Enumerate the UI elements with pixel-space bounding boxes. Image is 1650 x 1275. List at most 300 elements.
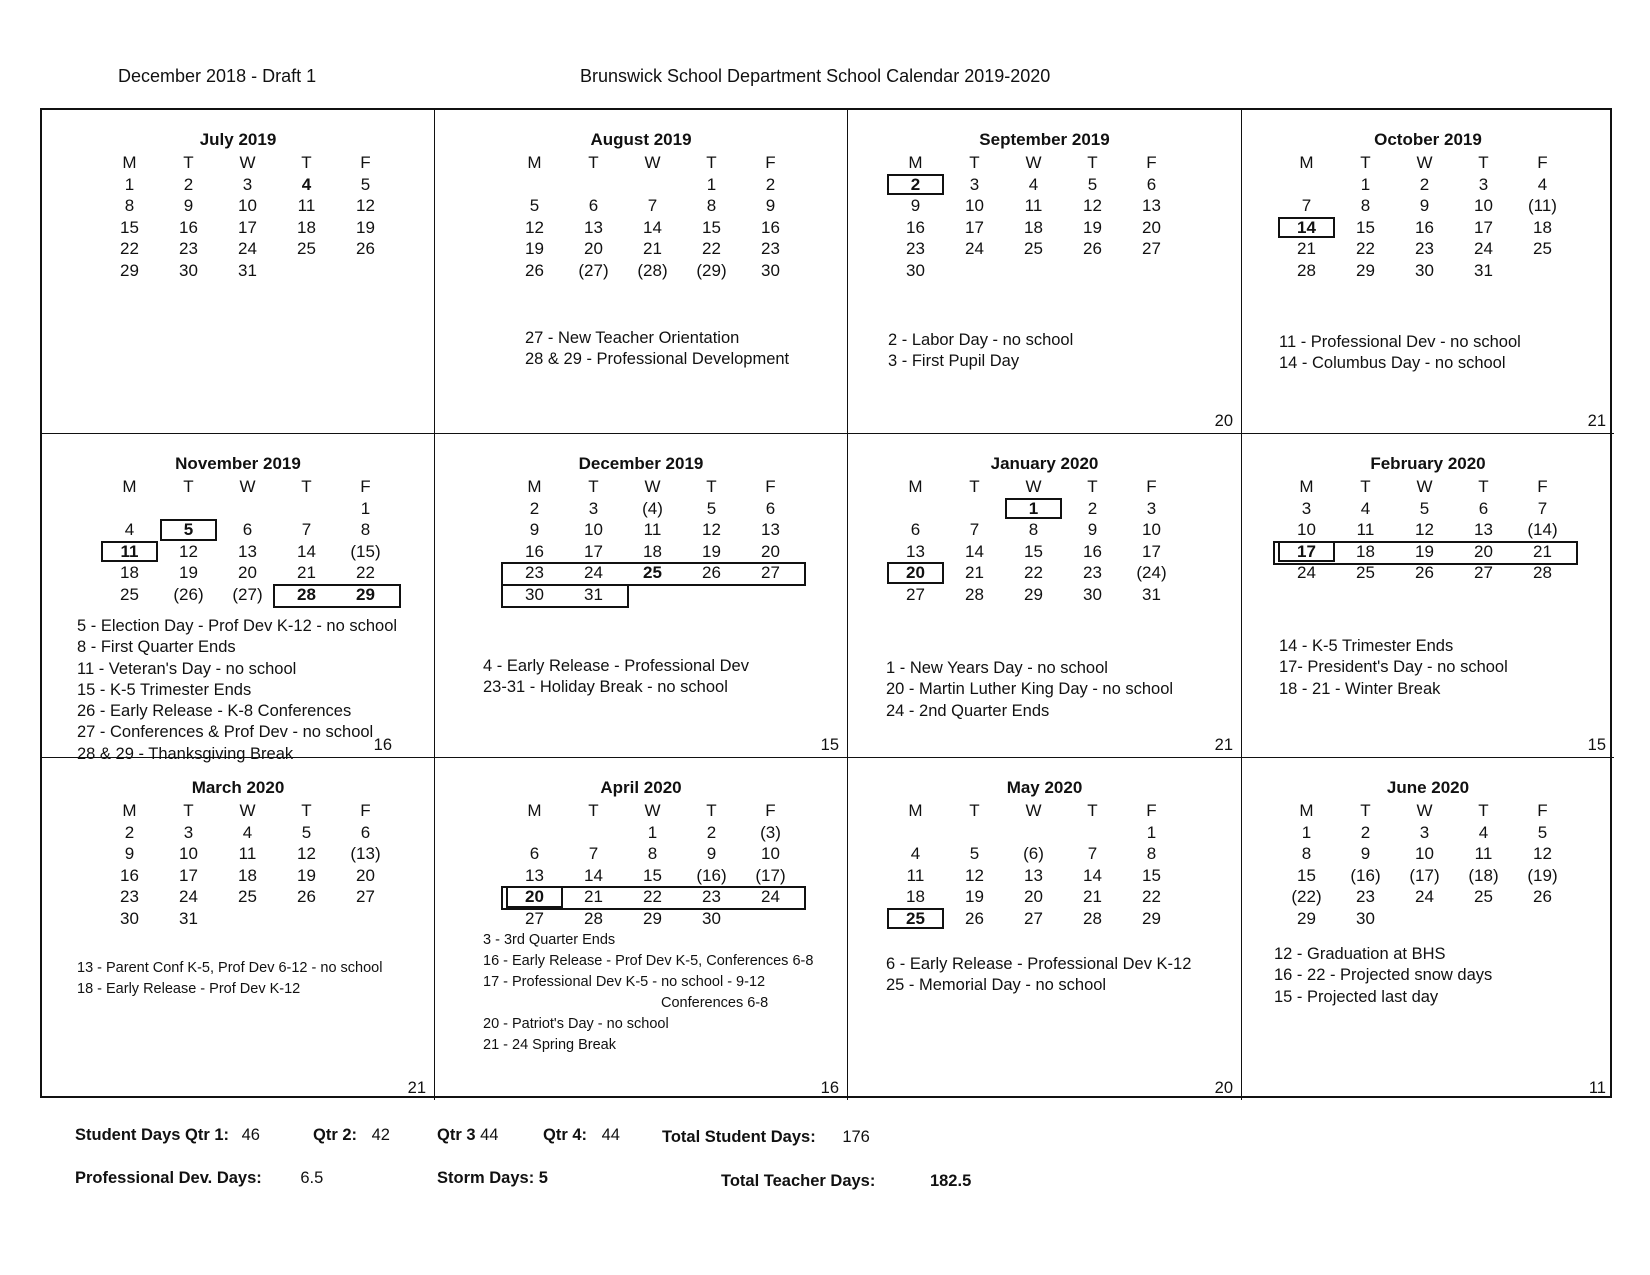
weekday-label: T	[183, 477, 194, 496]
week-row	[1277, 562, 1572, 584]
week-row	[1277, 886, 1572, 908]
day-cell: 29	[120, 260, 139, 280]
week-row	[505, 217, 800, 239]
page-title: Brunswick School Department School Calendar 2019-2020	[580, 66, 1051, 86]
week-row	[1277, 238, 1572, 260]
week-row	[100, 519, 395, 541]
day-cell	[1122, 260, 1181, 282]
day-cell: 4	[242, 822, 253, 842]
day-cell: 28	[1533, 563, 1552, 582]
note-line: 15 - Projected last day	[1274, 987, 1439, 1006]
day-cell: 9	[529, 520, 540, 539]
month-notes	[77, 616, 397, 765]
day-cell	[886, 498, 945, 520]
weekday-header	[100, 800, 395, 822]
day-cell: 31	[1474, 260, 1493, 280]
month-notes	[1279, 332, 1521, 375]
weekday-label: M	[527, 477, 542, 496]
weekday-header	[1277, 476, 1572, 498]
weekday-label: T	[969, 153, 980, 172]
day-cell: 15	[1142, 865, 1161, 885]
week-row	[886, 174, 1181, 196]
qtr3-value: 44	[480, 1126, 499, 1144]
day-cell: 19	[702, 541, 721, 561]
weekday-header	[100, 152, 395, 174]
note-line: 12 - Graduation at BHS	[1274, 945, 1446, 963]
note-line: 24 - 2nd Quarter Ends	[886, 701, 1050, 720]
day-cell: 23	[525, 563, 544, 582]
week-row	[886, 886, 1181, 908]
day-cell: 22	[1142, 887, 1161, 906]
day-cell: 10	[1297, 520, 1316, 539]
weekday-label: T	[1087, 153, 1098, 172]
day-cell: 24	[1415, 887, 1434, 906]
day-cell: 11	[906, 865, 925, 885]
day-cell: 18	[643, 541, 662, 561]
day-cell: 7	[588, 844, 599, 863]
day-cell: (15)	[350, 541, 381, 561]
day-cell: 12	[525, 217, 544, 237]
qtr2-value: 42	[371, 1126, 390, 1144]
weekday-label: T	[706, 153, 717, 172]
week-row	[505, 260, 800, 282]
day-cell: 22	[643, 887, 662, 906]
day-cell: 18	[1533, 217, 1552, 237]
day-cell: 16	[906, 217, 925, 237]
day-cell: 24	[965, 239, 984, 258]
day-cell	[505, 822, 564, 844]
day-cell: 18	[906, 887, 925, 906]
month-title: December 2019	[578, 454, 704, 473]
day-cell: 4	[124, 520, 135, 539]
day-cell: 11	[100, 541, 159, 563]
day-cell	[218, 908, 277, 930]
day-cell: 12	[297, 844, 316, 863]
total-teacher-days-label: Total Teacher Days:	[721, 1172, 876, 1190]
day-cell: 30	[1356, 908, 1375, 928]
day-cell: 23	[1415, 239, 1434, 258]
day-cell: 21	[297, 563, 316, 582]
day-cell: 6	[360, 822, 371, 842]
day-cell: 13	[238, 541, 257, 561]
month-title: November 2019	[175, 454, 301, 473]
day-cell: 9	[1360, 844, 1371, 863]
note-line: 11 - Veteran's Day - no school	[77, 659, 297, 678]
day-cell: 20	[505, 886, 564, 908]
day-cell: 10	[179, 844, 198, 863]
weekday-label: T	[1478, 153, 1489, 172]
weekday-label: W	[1416, 801, 1433, 820]
month-july-2019	[42, 110, 435, 434]
day-cell: 24	[584, 563, 603, 582]
month-notes	[886, 954, 1191, 997]
weekday-label: M	[908, 153, 923, 172]
day-cell: 5	[529, 196, 540, 215]
weekday-label: T	[1478, 477, 1489, 496]
day-cell: 24	[1297, 563, 1316, 582]
day-cell: 30	[1083, 584, 1102, 604]
day-cell: 2	[1419, 174, 1430, 194]
month-november-2019	[42, 434, 435, 763]
day-cell: 5	[159, 519, 218, 541]
month-september-2019	[848, 110, 1242, 434]
day-cell: 21	[1533, 541, 1552, 561]
day-cell: 9	[706, 844, 717, 863]
day-cell: 1	[124, 174, 135, 194]
week-row	[886, 238, 1181, 260]
student-day-count: 16	[373, 736, 392, 754]
weekday-label: F	[1146, 153, 1157, 172]
day-cell: 2	[886, 174, 945, 196]
weekday-label: F	[360, 801, 371, 820]
qtr4-label: Qtr 4:	[543, 1126, 588, 1144]
day-cell: 3	[1301, 498, 1312, 518]
day-cell: 22	[120, 239, 139, 258]
day-cell: 5	[706, 498, 717, 518]
day-cell: 26	[1533, 887, 1552, 906]
day-cell: 28	[965, 584, 984, 604]
weekday-label: T	[1087, 477, 1098, 496]
weekday-label: F	[1146, 477, 1157, 496]
day-cell: 10	[238, 196, 257, 215]
day-cell: 13	[1024, 865, 1043, 885]
prof-dev-days-value: 6.5	[300, 1169, 324, 1187]
day-cell: 14	[1277, 217, 1336, 239]
day-cell: 11	[1024, 196, 1043, 215]
day-cell: 31	[238, 260, 257, 280]
day-cell: 19	[297, 865, 316, 885]
month-days	[505, 800, 800, 929]
week-row	[886, 908, 1181, 930]
weekday-label: T	[706, 801, 717, 820]
day-cell: 20	[584, 239, 603, 258]
day-cell: 4	[1360, 498, 1371, 518]
student-day-count: 15	[820, 736, 839, 754]
week-row	[100, 865, 395, 887]
day-cell: 12	[965, 865, 984, 885]
day-cell	[741, 908, 800, 930]
day-cell: 23	[906, 239, 925, 258]
week-row	[100, 562, 395, 584]
note-line: 14 - K-5 Trimester Ends	[1279, 637, 1454, 655]
day-cell: 25	[1474, 887, 1493, 906]
weekday-label: T	[1478, 801, 1489, 820]
week-row	[100, 174, 395, 196]
month-days	[100, 476, 395, 605]
day-cell: 20	[761, 541, 780, 561]
weekday-label: W	[1416, 477, 1433, 496]
day-cell: 16	[179, 217, 198, 237]
day-cell: 11	[238, 844, 257, 863]
week-row	[1277, 498, 1572, 520]
week-row	[505, 908, 800, 930]
day-cell: (4)	[642, 498, 663, 518]
note-line: 23-31 - Holiday Break - no school	[483, 678, 728, 697]
week-row	[100, 822, 395, 844]
weekday-header	[886, 476, 1181, 498]
week-row	[1277, 541, 1572, 563]
qtr4-value: 44	[601, 1126, 620, 1144]
note-line: 8 - First Quarter Ends	[77, 638, 236, 657]
day-cell: 2	[183, 174, 194, 194]
weekday-label: M	[1299, 477, 1314, 496]
month-april-2020	[435, 758, 848, 1100]
day-cell: 10	[1142, 520, 1161, 539]
day-cell: 14	[297, 541, 316, 561]
week-row	[886, 865, 1181, 887]
day-cell: 27	[761, 563, 780, 582]
weekday-label: T	[588, 153, 599, 172]
day-cell: 24	[179, 887, 198, 906]
month-title: January 2020	[990, 454, 1099, 473]
day-cell: 5	[969, 844, 980, 863]
day-cell: 23	[702, 887, 721, 906]
day-cell: 6	[910, 520, 921, 539]
weekday-label: M	[122, 801, 137, 820]
prof-dev-days-label: Professional Dev. Days:	[75, 1169, 262, 1187]
weekday-label: W	[239, 801, 256, 820]
week-row	[505, 843, 800, 865]
week-row	[886, 498, 1181, 520]
student-day-count: 11	[1588, 1079, 1606, 1097]
month-notes	[888, 330, 1073, 373]
day-cell: 3	[242, 174, 253, 194]
day-cell: 17	[1474, 217, 1493, 237]
note-line: 3 - 3rd Quarter Ends	[483, 932, 616, 948]
day-cell: (19)	[1527, 865, 1558, 885]
day-cell: 10	[1474, 196, 1493, 215]
weekday-label: F	[1537, 801, 1548, 820]
day-cell: 1	[1146, 822, 1157, 842]
month-days	[1277, 476, 1572, 584]
day-cell: 5	[360, 174, 371, 194]
student-day-count: 21	[1587, 412, 1606, 430]
note-line: 1 - New Years Day - no school	[886, 659, 1108, 677]
week-row	[100, 217, 395, 239]
week-row	[1277, 174, 1572, 196]
weekday-label: T	[969, 801, 980, 820]
month-february-2020	[1242, 434, 1614, 758]
weekday-header	[1277, 152, 1572, 174]
day-cell: 1	[706, 174, 717, 194]
day-cell: 11	[297, 196, 316, 215]
weekday-label: M	[908, 477, 923, 496]
day-cell: 20	[238, 563, 257, 582]
day-cell: 23	[120, 887, 139, 906]
month-days	[1277, 800, 1572, 929]
day-cell: 10	[761, 844, 780, 863]
day-cell: 2	[1360, 822, 1371, 842]
weekday-label: W	[644, 477, 661, 496]
total-student-days-label: Total Student Days:	[662, 1128, 816, 1146]
student-day-count: 15	[1587, 736, 1606, 754]
day-cell: 11	[1356, 520, 1375, 539]
day-cell: 6	[765, 498, 776, 518]
day-cell: 8	[647, 844, 658, 863]
note-line: 20 - Patriot's Day - no school	[483, 1016, 669, 1032]
day-cell: 9	[1419, 196, 1430, 215]
day-cell: 18	[120, 563, 139, 582]
day-cell	[945, 822, 1004, 844]
week-row	[886, 541, 1181, 563]
week-row	[505, 886, 800, 908]
weekday-header	[505, 152, 800, 174]
day-cell: (27)	[232, 584, 263, 604]
week-row	[886, 843, 1181, 865]
weekday-label: T	[588, 801, 599, 820]
day-cell: (24)	[1136, 563, 1167, 582]
weekday-label: F	[360, 477, 371, 496]
weekday-header	[505, 476, 800, 498]
day-cell: 1	[1360, 174, 1371, 194]
month-title: February 2020	[1370, 454, 1486, 473]
day-cell: (22)	[1291, 887, 1322, 906]
day-cell: 26	[702, 563, 721, 582]
day-cell: 27	[1474, 563, 1493, 582]
day-cell: 4	[1028, 174, 1039, 194]
week-row	[1277, 843, 1572, 865]
month-title: March 2020	[191, 778, 285, 797]
weekday-label: M	[122, 153, 137, 172]
weekday-label: T	[301, 801, 312, 820]
month-days	[886, 800, 1181, 929]
weekday-label: F	[1537, 153, 1548, 172]
day-cell: 7	[969, 520, 980, 539]
day-cell: 8	[124, 196, 135, 215]
day-cell: 19	[356, 217, 375, 237]
weekday-label: T	[1360, 801, 1371, 820]
day-cell	[277, 498, 336, 520]
day-cell: 15	[1356, 217, 1375, 237]
day-cell: 9	[183, 196, 194, 215]
day-cell: 5	[1419, 498, 1430, 518]
day-cell	[741, 584, 800, 606]
day-cell: 25	[1533, 239, 1552, 258]
week-row	[100, 541, 395, 563]
day-cell: (14)	[1527, 520, 1558, 539]
note-line: 27 - Conferences & Prof Dev - no school	[77, 723, 374, 742]
day-cell: 20	[886, 562, 945, 584]
weekday-label: F	[765, 801, 776, 820]
day-cell: 19	[965, 887, 984, 906]
day-cell: 8	[1146, 844, 1157, 863]
day-cell: 20	[1142, 217, 1161, 237]
day-cell: 6	[529, 844, 540, 863]
month-notes	[525, 328, 789, 371]
day-cell: 29	[1356, 260, 1375, 280]
week-row	[1277, 908, 1572, 930]
day-cell: 1	[360, 498, 371, 518]
note-line: 14 - Columbus Day - no school	[1279, 354, 1506, 373]
day-cell: 14	[965, 541, 984, 561]
day-cell: 2	[529, 498, 540, 518]
weekday-label: W	[1025, 477, 1042, 496]
day-cell: 9	[765, 196, 776, 215]
day-cell: 20	[1024, 887, 1043, 906]
day-cell: 30	[120, 908, 139, 928]
day-cell	[1063, 822, 1122, 844]
weekday-label: T	[969, 477, 980, 496]
weekday-label: T	[301, 477, 312, 496]
week-row	[1277, 195, 1572, 217]
week-row	[505, 562, 800, 584]
week-row	[886, 217, 1181, 239]
day-cell: 22	[356, 563, 375, 582]
day-cell: 15	[120, 217, 139, 237]
week-row	[100, 584, 395, 606]
week-row	[886, 584, 1181, 606]
day-cell: 16	[761, 217, 780, 237]
student-day-count: 20	[1214, 412, 1233, 430]
day-cell: 19	[525, 239, 544, 258]
day-cell: (28)	[637, 260, 668, 280]
qtr1-value: 46	[241, 1126, 260, 1144]
day-cell: 5	[1537, 822, 1548, 842]
day-cell: 8	[1360, 196, 1371, 215]
day-cell: 22	[1024, 563, 1043, 582]
month-notes	[483, 656, 749, 699]
day-cell: 27	[356, 887, 375, 906]
day-cell	[886, 822, 945, 844]
day-cell	[564, 822, 623, 844]
total-teacher-days-value: 182.5	[929, 1172, 972, 1190]
day-cell: 30	[761, 260, 780, 280]
month-days	[100, 800, 395, 929]
weekday-label: T	[1360, 153, 1371, 172]
day-cell: 23	[1356, 887, 1375, 906]
week-row	[505, 195, 800, 217]
week-row	[505, 541, 800, 563]
day-cell: 25	[1356, 563, 1375, 582]
day-cell	[945, 498, 1004, 520]
weekday-header	[886, 152, 1181, 174]
day-cell: 4	[1478, 822, 1489, 842]
day-cell: 6	[1478, 498, 1489, 518]
note-line: 25 - Memorial Day - no school	[886, 976, 1107, 995]
day-cell: 27	[1024, 908, 1043, 928]
week-row	[1277, 260, 1572, 282]
day-cell: 3	[1419, 822, 1430, 842]
day-cell: 21	[1083, 887, 1102, 906]
weekday-header	[505, 800, 800, 822]
day-cell: 29	[356, 584, 375, 604]
note-line: 20 - Martin Luther King Day - no school	[886, 680, 1174, 699]
day-cell: 20	[356, 865, 375, 885]
month-title: August 2019	[590, 130, 692, 149]
day-cell	[1004, 260, 1063, 282]
day-cell	[336, 908, 395, 930]
day-cell	[564, 174, 623, 196]
day-cell: 30	[702, 908, 721, 928]
day-cell: 25	[120, 584, 139, 604]
student-day-count: 20	[1214, 1079, 1233, 1097]
day-cell: 1	[647, 822, 658, 842]
day-cell: 8	[1301, 844, 1312, 863]
weekday-header	[886, 800, 1181, 822]
day-cell: 8	[706, 196, 717, 215]
note-line: 5 - Election Day - Prof Dev K-12 - no school	[77, 617, 398, 635]
note-line: 6 - Early Release - Professional Dev K-12	[886, 955, 1192, 973]
month-title: June 2020	[1386, 778, 1470, 797]
week-row	[505, 865, 800, 887]
weekday-label: M	[527, 153, 542, 172]
month-june-2020	[1242, 758, 1614, 1100]
month-december-2019	[435, 434, 848, 758]
day-cell	[336, 260, 395, 282]
day-cell: 29	[1024, 584, 1043, 604]
day-cell: 17	[1277, 541, 1336, 563]
day-cell: (26)	[173, 584, 204, 604]
